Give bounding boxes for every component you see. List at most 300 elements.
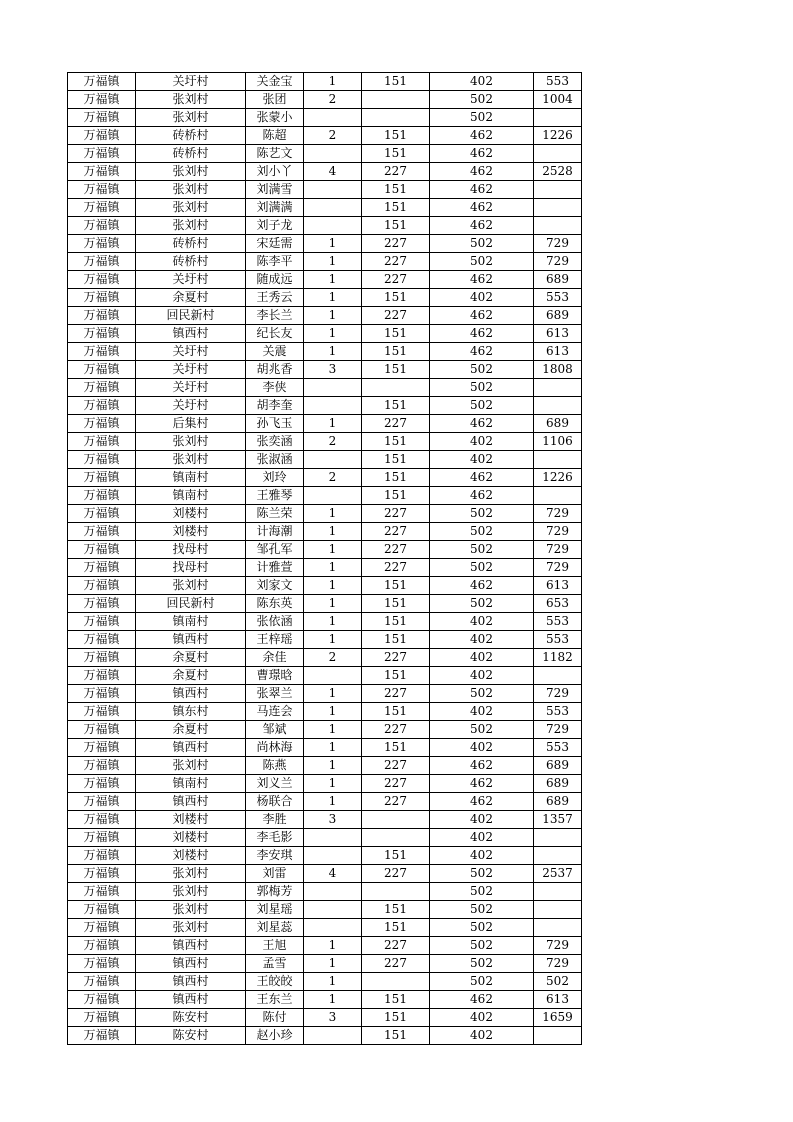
amount-b-cell: 402 bbox=[430, 1027, 534, 1045]
name-cell: 陈艺文 bbox=[246, 145, 304, 163]
town-cell: 万福镇 bbox=[68, 703, 136, 721]
count-cell bbox=[304, 181, 362, 199]
village-cell: 关圩村 bbox=[136, 73, 246, 91]
amount-a-cell: 151 bbox=[362, 577, 430, 595]
amount-a-cell bbox=[362, 379, 430, 397]
village-cell: 砖桥村 bbox=[136, 127, 246, 145]
village-cell: 刘楼村 bbox=[136, 523, 246, 541]
town-cell: 万福镇 bbox=[68, 1009, 136, 1027]
count-cell: 1 bbox=[304, 73, 362, 91]
village-cell: 张刘村 bbox=[136, 199, 246, 217]
table-row bbox=[68, 991, 582, 1009]
count-cell bbox=[304, 883, 362, 901]
village-cell: 砖桥村 bbox=[136, 253, 246, 271]
amount-a-cell: 227 bbox=[362, 721, 430, 739]
table-row bbox=[68, 703, 582, 721]
amount-a-cell: 151 bbox=[362, 919, 430, 937]
name-cell: 曹璟晗 bbox=[246, 667, 304, 685]
amount-b-cell: 502 bbox=[430, 397, 534, 415]
total-cell: 729 bbox=[534, 721, 582, 739]
town-cell: 万福镇 bbox=[68, 1027, 136, 1045]
count-cell: 1 bbox=[304, 505, 362, 523]
name-cell: 纪长友 bbox=[246, 325, 304, 343]
amount-a-cell: 151 bbox=[362, 1027, 430, 1045]
count-cell: 1 bbox=[304, 631, 362, 649]
village-cell: 张刘村 bbox=[136, 757, 246, 775]
total-cell: 553 bbox=[534, 703, 582, 721]
amount-a-cell: 151 bbox=[362, 901, 430, 919]
town-cell: 万福镇 bbox=[68, 487, 136, 505]
name-cell: 随成远 bbox=[246, 271, 304, 289]
village-cell: 镇南村 bbox=[136, 613, 246, 631]
total-cell: 729 bbox=[534, 685, 582, 703]
total-cell: 689 bbox=[534, 415, 582, 433]
count-cell bbox=[304, 109, 362, 127]
amount-a-cell: 151 bbox=[362, 595, 430, 613]
table-row bbox=[68, 721, 582, 739]
total-cell: 2537 bbox=[534, 865, 582, 883]
name-cell: 刘雷 bbox=[246, 865, 304, 883]
amount-a-cell: 227 bbox=[362, 685, 430, 703]
town-cell: 万福镇 bbox=[68, 955, 136, 973]
town-cell: 万福镇 bbox=[68, 991, 136, 1009]
count-cell: 1 bbox=[304, 937, 362, 955]
amount-b-cell: 502 bbox=[430, 865, 534, 883]
amount-b-cell: 462 bbox=[430, 145, 534, 163]
village-cell: 镇西村 bbox=[136, 937, 246, 955]
village-cell: 张刘村 bbox=[136, 109, 246, 127]
amount-a-cell bbox=[362, 883, 430, 901]
count-cell bbox=[304, 397, 362, 415]
name-cell: 刘小丫 bbox=[246, 163, 304, 181]
amount-b-cell: 402 bbox=[430, 829, 534, 847]
town-cell: 万福镇 bbox=[68, 541, 136, 559]
town-cell: 万福镇 bbox=[68, 649, 136, 667]
amount-b-cell: 502 bbox=[430, 595, 534, 613]
table-row bbox=[68, 739, 582, 757]
total-cell: 1808 bbox=[534, 361, 582, 379]
village-cell: 回民新村 bbox=[136, 595, 246, 613]
table-row bbox=[68, 883, 582, 901]
table-row bbox=[68, 163, 582, 181]
count-cell: 1 bbox=[304, 973, 362, 991]
table-body bbox=[68, 73, 582, 1045]
table-row bbox=[68, 577, 582, 595]
count-cell: 1 bbox=[304, 271, 362, 289]
count-cell: 1 bbox=[304, 613, 362, 631]
amount-a-cell: 151 bbox=[362, 433, 430, 451]
town-cell: 万福镇 bbox=[68, 973, 136, 991]
amount-a-cell: 227 bbox=[362, 271, 430, 289]
amount-a-cell: 151 bbox=[362, 487, 430, 505]
town-cell: 万福镇 bbox=[68, 775, 136, 793]
table-row bbox=[68, 775, 582, 793]
village-cell: 张刘村 bbox=[136, 577, 246, 595]
count-cell: 4 bbox=[304, 163, 362, 181]
amount-b-cell: 402 bbox=[430, 1009, 534, 1027]
amount-b-cell: 502 bbox=[430, 901, 534, 919]
amount-b-cell: 402 bbox=[430, 847, 534, 865]
name-cell: 刘家文 bbox=[246, 577, 304, 595]
amount-a-cell: 151 bbox=[362, 739, 430, 757]
count-cell bbox=[304, 1027, 362, 1045]
count-cell: 1 bbox=[304, 703, 362, 721]
count-cell bbox=[304, 199, 362, 217]
count-cell: 1 bbox=[304, 343, 362, 361]
amount-b-cell: 462 bbox=[430, 793, 534, 811]
amount-a-cell: 227 bbox=[362, 415, 430, 433]
count-cell bbox=[304, 829, 362, 847]
amount-a-cell: 151 bbox=[362, 1009, 430, 1027]
name-cell: 宋廷需 bbox=[246, 235, 304, 253]
count-cell: 1 bbox=[304, 235, 362, 253]
town-cell: 万福镇 bbox=[68, 271, 136, 289]
total-cell: 553 bbox=[534, 613, 582, 631]
village-cell: 关圩村 bbox=[136, 397, 246, 415]
village-cell: 刘楼村 bbox=[136, 829, 246, 847]
village-cell: 张刘村 bbox=[136, 217, 246, 235]
total-cell: 2528 bbox=[534, 163, 582, 181]
amount-a-cell: 151 bbox=[362, 145, 430, 163]
amount-b-cell: 462 bbox=[430, 991, 534, 1009]
amount-a-cell: 151 bbox=[362, 667, 430, 685]
town-cell: 万福镇 bbox=[68, 163, 136, 181]
table-row bbox=[68, 973, 582, 991]
amount-b-cell: 502 bbox=[430, 955, 534, 973]
table-row bbox=[68, 595, 582, 613]
name-cell: 张翠兰 bbox=[246, 685, 304, 703]
name-cell: 郭梅芳 bbox=[246, 883, 304, 901]
count-cell: 1 bbox=[304, 991, 362, 1009]
count-cell bbox=[304, 919, 362, 937]
name-cell: 马连会 bbox=[246, 703, 304, 721]
amount-b-cell: 402 bbox=[430, 73, 534, 91]
name-cell: 王旭 bbox=[246, 937, 304, 955]
town-cell: 万福镇 bbox=[68, 415, 136, 433]
town-cell: 万福镇 bbox=[68, 919, 136, 937]
town-cell: 万福镇 bbox=[68, 631, 136, 649]
amount-b-cell: 462 bbox=[430, 325, 534, 343]
amount-a-cell bbox=[362, 829, 430, 847]
count-cell: 1 bbox=[304, 685, 362, 703]
count-cell: 1 bbox=[304, 955, 362, 973]
village-cell: 刘楼村 bbox=[136, 847, 246, 865]
count-cell: 2 bbox=[304, 91, 362, 109]
amount-a-cell: 227 bbox=[362, 163, 430, 181]
amount-b-cell: 502 bbox=[430, 883, 534, 901]
count-cell bbox=[304, 487, 362, 505]
village-cell: 关圩村 bbox=[136, 343, 246, 361]
amount-b-cell: 402 bbox=[430, 613, 534, 631]
count-cell: 3 bbox=[304, 361, 362, 379]
count-cell: 1 bbox=[304, 559, 362, 577]
total-cell: 653 bbox=[534, 595, 582, 613]
total-cell bbox=[534, 1027, 582, 1045]
name-cell: 李侠 bbox=[246, 379, 304, 397]
total-cell bbox=[534, 379, 582, 397]
table-row bbox=[68, 289, 582, 307]
total-cell: 613 bbox=[534, 577, 582, 595]
amount-b-cell: 462 bbox=[430, 469, 534, 487]
town-cell: 万福镇 bbox=[68, 829, 136, 847]
village-cell: 余夏村 bbox=[136, 721, 246, 739]
village-cell: 关圩村 bbox=[136, 271, 246, 289]
total-cell bbox=[534, 451, 582, 469]
name-cell: 王雅琴 bbox=[246, 487, 304, 505]
count-cell bbox=[304, 217, 362, 235]
amount-a-cell bbox=[362, 91, 430, 109]
table-row bbox=[68, 253, 582, 271]
table-row bbox=[68, 685, 582, 703]
count-cell: 3 bbox=[304, 811, 362, 829]
amount-a-cell: 151 bbox=[362, 199, 430, 217]
total-cell bbox=[534, 919, 582, 937]
total-cell: 553 bbox=[534, 289, 582, 307]
total-cell bbox=[534, 397, 582, 415]
total-cell: 729 bbox=[534, 955, 582, 973]
name-cell: 杨联合 bbox=[246, 793, 304, 811]
total-cell: 553 bbox=[534, 631, 582, 649]
village-cell: 余夏村 bbox=[136, 649, 246, 667]
amount-b-cell: 462 bbox=[430, 271, 534, 289]
name-cell: 关金宝 bbox=[246, 73, 304, 91]
amount-b-cell: 502 bbox=[430, 523, 534, 541]
village-cell: 关圩村 bbox=[136, 379, 246, 397]
amount-a-cell: 151 bbox=[362, 451, 430, 469]
town-cell: 万福镇 bbox=[68, 307, 136, 325]
amount-a-cell: 227 bbox=[362, 523, 430, 541]
total-cell bbox=[534, 487, 582, 505]
table-row bbox=[68, 145, 582, 163]
total-cell: 689 bbox=[534, 271, 582, 289]
amount-a-cell: 227 bbox=[362, 955, 430, 973]
village-cell: 镇西村 bbox=[136, 973, 246, 991]
count-cell: 1 bbox=[304, 289, 362, 307]
amount-b-cell: 502 bbox=[430, 379, 534, 397]
town-cell: 万福镇 bbox=[68, 739, 136, 757]
count-cell: 1 bbox=[304, 541, 362, 559]
total-cell: 729 bbox=[534, 937, 582, 955]
name-cell: 刘满雪 bbox=[246, 181, 304, 199]
table-row bbox=[68, 73, 582, 91]
village-cell: 陈安村 bbox=[136, 1009, 246, 1027]
count-cell bbox=[304, 901, 362, 919]
village-cell: 镇南村 bbox=[136, 775, 246, 793]
village-cell: 关圩村 bbox=[136, 361, 246, 379]
town-cell: 万福镇 bbox=[68, 595, 136, 613]
town-cell: 万福镇 bbox=[68, 685, 136, 703]
total-cell: 689 bbox=[534, 793, 582, 811]
amount-b-cell: 502 bbox=[430, 253, 534, 271]
total-cell: 689 bbox=[534, 757, 582, 775]
table-row bbox=[68, 811, 582, 829]
name-cell: 王皎皎 bbox=[246, 973, 304, 991]
town-cell: 万福镇 bbox=[68, 613, 136, 631]
total-cell bbox=[534, 883, 582, 901]
total-cell: 1004 bbox=[534, 91, 582, 109]
town-cell: 万福镇 bbox=[68, 343, 136, 361]
village-cell: 镇西村 bbox=[136, 739, 246, 757]
amount-b-cell: 462 bbox=[430, 775, 534, 793]
total-cell: 1659 bbox=[534, 1009, 582, 1027]
table-row bbox=[68, 559, 582, 577]
village-cell: 陈安村 bbox=[136, 1027, 246, 1045]
table-row bbox=[68, 451, 582, 469]
name-cell: 陈李平 bbox=[246, 253, 304, 271]
amount-a-cell: 227 bbox=[362, 757, 430, 775]
table-row bbox=[68, 541, 582, 559]
village-cell: 镇南村 bbox=[136, 487, 246, 505]
village-cell: 找母村 bbox=[136, 541, 246, 559]
town-cell: 万福镇 bbox=[68, 397, 136, 415]
count-cell: 2 bbox=[304, 127, 362, 145]
name-cell: 张团 bbox=[246, 91, 304, 109]
town-cell: 万福镇 bbox=[68, 379, 136, 397]
name-cell: 刘星瑶 bbox=[246, 901, 304, 919]
total-cell: 729 bbox=[534, 541, 582, 559]
data-table bbox=[67, 72, 582, 1045]
count-cell: 1 bbox=[304, 307, 362, 325]
town-cell: 万福镇 bbox=[68, 325, 136, 343]
town-cell: 万福镇 bbox=[68, 847, 136, 865]
town-cell: 万福镇 bbox=[68, 145, 136, 163]
town-cell: 万福镇 bbox=[68, 811, 136, 829]
table-row bbox=[68, 847, 582, 865]
amount-a-cell bbox=[362, 811, 430, 829]
town-cell: 万福镇 bbox=[68, 289, 136, 307]
town-cell: 万福镇 bbox=[68, 253, 136, 271]
amount-a-cell: 151 bbox=[362, 703, 430, 721]
amount-b-cell: 402 bbox=[430, 811, 534, 829]
total-cell: 553 bbox=[534, 739, 582, 757]
town-cell: 万福镇 bbox=[68, 109, 136, 127]
amount-b-cell: 402 bbox=[430, 739, 534, 757]
amount-b-cell: 462 bbox=[430, 217, 534, 235]
amount-b-cell: 462 bbox=[430, 307, 534, 325]
village-cell: 余夏村 bbox=[136, 289, 246, 307]
name-cell: 陈燕 bbox=[246, 757, 304, 775]
amount-a-cell bbox=[362, 973, 430, 991]
name-cell: 刘子龙 bbox=[246, 217, 304, 235]
name-cell: 陈东英 bbox=[246, 595, 304, 613]
amount-a-cell: 227 bbox=[362, 559, 430, 577]
table-row bbox=[68, 757, 582, 775]
village-cell: 张刘村 bbox=[136, 163, 246, 181]
amount-b-cell: 502 bbox=[430, 919, 534, 937]
table-row bbox=[68, 1027, 582, 1045]
table-row bbox=[68, 631, 582, 649]
table-row bbox=[68, 415, 582, 433]
town-cell: 万福镇 bbox=[68, 451, 136, 469]
village-cell: 刘楼村 bbox=[136, 505, 246, 523]
table-row bbox=[68, 217, 582, 235]
name-cell: 陈付 bbox=[246, 1009, 304, 1027]
town-cell: 万福镇 bbox=[68, 91, 136, 109]
name-cell: 李胜 bbox=[246, 811, 304, 829]
town-cell: 万福镇 bbox=[68, 865, 136, 883]
amount-a-cell: 227 bbox=[362, 775, 430, 793]
village-cell: 张刘村 bbox=[136, 865, 246, 883]
town-cell: 万福镇 bbox=[68, 523, 136, 541]
amount-a-cell: 227 bbox=[362, 865, 430, 883]
village-cell: 刘楼村 bbox=[136, 811, 246, 829]
table-row bbox=[68, 397, 582, 415]
count-cell: 1 bbox=[304, 523, 362, 541]
amount-b-cell: 462 bbox=[430, 343, 534, 361]
table-row bbox=[68, 109, 582, 127]
total-cell: 689 bbox=[534, 307, 582, 325]
count-cell bbox=[304, 451, 362, 469]
town-cell: 万福镇 bbox=[68, 433, 136, 451]
amount-a-cell: 151 bbox=[362, 325, 430, 343]
total-cell bbox=[534, 217, 582, 235]
count-cell: 1 bbox=[304, 739, 362, 757]
amount-b-cell: 402 bbox=[430, 433, 534, 451]
amount-b-cell: 462 bbox=[430, 415, 534, 433]
total-cell: 729 bbox=[534, 559, 582, 577]
village-cell: 张刘村 bbox=[136, 451, 246, 469]
total-cell bbox=[534, 847, 582, 865]
table-row bbox=[68, 955, 582, 973]
name-cell: 计雅萱 bbox=[246, 559, 304, 577]
amount-b-cell: 502 bbox=[430, 235, 534, 253]
name-cell: 刘义兰 bbox=[246, 775, 304, 793]
amount-b-cell: 502 bbox=[430, 505, 534, 523]
amount-b-cell: 402 bbox=[430, 649, 534, 667]
amount-a-cell: 151 bbox=[362, 847, 430, 865]
table-row bbox=[68, 505, 582, 523]
table-row bbox=[68, 1009, 582, 1027]
town-cell: 万福镇 bbox=[68, 127, 136, 145]
village-cell: 砖桥村 bbox=[136, 145, 246, 163]
total-cell: 1182 bbox=[534, 649, 582, 667]
amount-a-cell: 151 bbox=[362, 127, 430, 145]
name-cell: 胡李奎 bbox=[246, 397, 304, 415]
town-cell: 万福镇 bbox=[68, 937, 136, 955]
amount-a-cell: 151 bbox=[362, 397, 430, 415]
amount-b-cell: 402 bbox=[430, 667, 534, 685]
total-cell: 1226 bbox=[534, 127, 582, 145]
total-cell: 613 bbox=[534, 343, 582, 361]
table-row bbox=[68, 901, 582, 919]
name-cell: 孟雪 bbox=[246, 955, 304, 973]
count-cell: 2 bbox=[304, 433, 362, 451]
amount-b-cell: 502 bbox=[430, 91, 534, 109]
total-cell: 1226 bbox=[534, 469, 582, 487]
name-cell: 刘满满 bbox=[246, 199, 304, 217]
name-cell: 尚林海 bbox=[246, 739, 304, 757]
amount-b-cell: 402 bbox=[430, 631, 534, 649]
table-row bbox=[68, 919, 582, 937]
name-cell: 王东兰 bbox=[246, 991, 304, 1009]
village-cell: 张刘村 bbox=[136, 919, 246, 937]
village-cell: 镇西村 bbox=[136, 325, 246, 343]
count-cell: 1 bbox=[304, 757, 362, 775]
name-cell: 刘星蕊 bbox=[246, 919, 304, 937]
amount-b-cell: 502 bbox=[430, 937, 534, 955]
village-cell: 张刘村 bbox=[136, 181, 246, 199]
total-cell: 502 bbox=[534, 973, 582, 991]
count-cell bbox=[304, 667, 362, 685]
town-cell: 万福镇 bbox=[68, 757, 136, 775]
amount-a-cell: 151 bbox=[362, 991, 430, 1009]
amount-b-cell: 502 bbox=[430, 109, 534, 127]
amount-b-cell: 502 bbox=[430, 361, 534, 379]
total-cell: 729 bbox=[534, 253, 582, 271]
table-row bbox=[68, 667, 582, 685]
total-cell bbox=[534, 145, 582, 163]
amount-b-cell: 502 bbox=[430, 973, 534, 991]
